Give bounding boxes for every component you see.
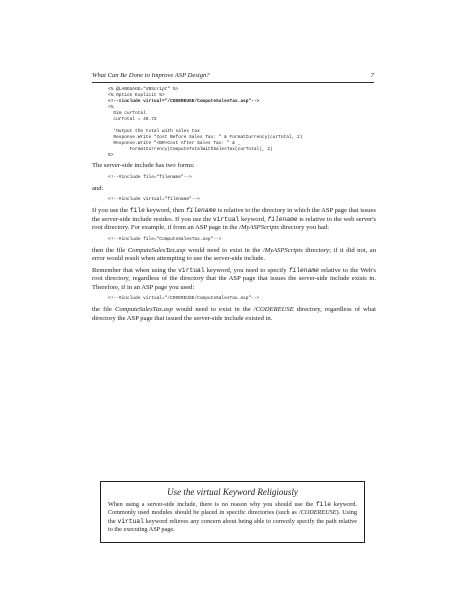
text-run: When using a server-side include, there is no reason why you should use the (108, 501, 316, 508)
text-run: directory; if it did not, an error would result when attempting to use the server-side include. (92, 246, 376, 262)
text-run: is relative to the directory in which the ASP page that issues the server-side include resides. If you use the (92, 207, 376, 223)
paragraph-virtual-result (92, 306, 376, 323)
text-run: the file (92, 306, 115, 313)
page-body (92, 87, 376, 325)
text-run: ). Using the (108, 509, 357, 525)
paragraph-virtual-reminder (92, 267, 376, 293)
code-term: virtual (212, 215, 240, 223)
code-line: Response.Write "<BR>Cost After Sales Tax: " & _ (108, 141, 241, 146)
page-number: 7 (370, 72, 374, 79)
text-run: directory you had: (279, 224, 330, 231)
text-run: Remember that when using the (92, 266, 179, 274)
code-include-virtual: <!--#include virtual="filename"--> (108, 197, 200, 202)
code-line: Dim curTotal (108, 111, 146, 116)
code-example-file: <!--#include file="ComputeSalesTax.asp"--> (108, 236, 222, 242)
text-run: keyword, you need to specify (204, 266, 289, 274)
text-run: directory, regardless of what directory the ASP page that issued the server-side include existed in. (92, 306, 376, 322)
tip-sidebar (100, 481, 365, 543)
code-line: 'Output the total with sales tax (108, 129, 200, 134)
code-line: Response.Write "Cost Before Sales Tax: " & FormatCurrency(curTotal, 2) (108, 135, 303, 140)
file-term: ComputeSalesTax.asp (127, 246, 186, 254)
paragraph-two-forms: The server-side include has two forms: (92, 162, 195, 169)
code-term: filename (267, 215, 298, 223)
file-term: ComputeSalesTax.asp (114, 306, 173, 313)
code-line: %> (108, 153, 114, 158)
code-line: <% @LANGUAGE="VBScript" %> (108, 87, 179, 92)
text-run: would need to exist in the (172, 306, 254, 313)
code-term: file (315, 501, 331, 508)
text-run: then the file (92, 246, 128, 254)
text-run: keyword. Commonly used modules should be placed in specific directories (such as (108, 501, 357, 517)
code-term: file (129, 207, 145, 214)
running-header (92, 72, 374, 79)
paragraph-file-vs-virtual (92, 207, 376, 233)
code-include-file: <!--#include file="filename"--> (108, 174, 192, 180)
path-term: /CODEREUSE (298, 509, 337, 517)
code-example-virtual: <!--#include virtual="/CODEREUSE/ComputeSalesTax.asp"--> (108, 296, 260, 301)
path-term: /MyASPScripts (239, 224, 280, 231)
text-run: keyword, (239, 215, 268, 223)
text-run: keyword relieves any concern about being able to correctly specify the path relative to the executing ASP page. (108, 517, 357, 533)
code-term: virtual (117, 517, 144, 525)
code-line: curTotal = 46.72 (108, 117, 157, 122)
code-term: filename (185, 207, 217, 214)
code-listing (108, 87, 376, 159)
code-line: <% Option Explicit %> (108, 93, 165, 98)
path-term: /CODEREUSE (253, 306, 294, 313)
sidebar-text (108, 501, 357, 534)
code-line: <!--#include virtual="/CODEREUSE/ComputeSalesTax.asp"--> (108, 99, 260, 104)
code-term: virtual (178, 266, 205, 274)
text-run: If you use the (92, 207, 130, 214)
text-run: keyword, then (144, 207, 186, 214)
sidebar-title: Use the virtual Keyword Religiously (167, 487, 298, 497)
paragraph-and: and: (92, 184, 104, 192)
code-term: filename (288, 266, 319, 274)
text-run: would need to exist in the (185, 246, 263, 254)
code-line: <% (108, 105, 114, 110)
paragraph-file-result (92, 247, 376, 264)
header-rule (92, 82, 374, 83)
running-header-title: What Can Be Done to Improve ASP Design? (92, 72, 210, 79)
text-run: relative to the Web's root directory, regardless of the directory that the ASP page that issues the server-side include exists in. Therefore, if in an ASP page you used: (92, 266, 376, 291)
path-term: /MyASPScripts (262, 246, 303, 254)
code-line: FormatCurrency(ComputeTotalWithSalesTax(curTotal), 2) (108, 147, 273, 152)
text-run: is relative to the web server's root directory. For example, if from an ASP page in the (92, 215, 376, 231)
